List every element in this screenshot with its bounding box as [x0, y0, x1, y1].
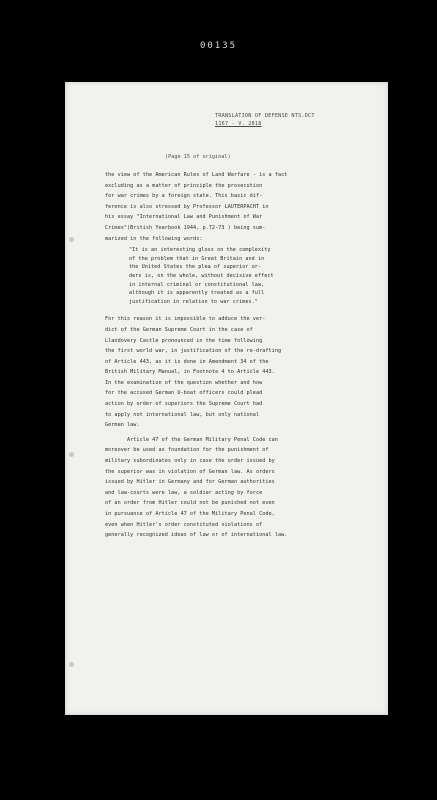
- text-line: Article 47 of the German Military Penal Code can: [127, 436, 278, 443]
- paragraph-3: [105, 435, 375, 541]
- text-line: For this reason it is impossible to adduce the ver-: [105, 316, 266, 323]
- text-line: the view of the American Rules of Land Warfare - is a fact: [105, 172, 288, 178]
- text-line: ference is also stressed by Professor LAUTERPACHT in: [105, 203, 269, 210]
- quote-line: ders is, on the whole, without decisive effect: [129, 272, 274, 279]
- text-line: of an order from Hitler could not be punished not even: [105, 500, 275, 507]
- text-line: his essay "International Law and Punishment of War: [105, 214, 263, 221]
- quote-line: although it is apparently treated as a full: [129, 290, 265, 297]
- quote-line: "It is an interesting gloss on the complexity: [129, 247, 271, 254]
- text-line: German law.: [105, 422, 140, 429]
- punch-hole: [69, 662, 74, 667]
- text-line: British Military Manual, in Footnote 4 to Article 443.: [105, 369, 275, 376]
- document-number: 00135: [199, 41, 238, 51]
- quote-line: justification in relation to war crimes.": [129, 298, 258, 305]
- text-line: the first world war, in justification of the re-drafting: [105, 348, 282, 355]
- block-quote: [105, 246, 375, 306]
- document-page: [65, 82, 388, 715]
- text-line: for the accused German U-boat officers could plead: [105, 390, 263, 397]
- paragraph-1: [105, 170, 375, 244]
- text-line: military subordinates only in case the order issued by: [105, 458, 275, 465]
- header-title: TRANSLATION OF DEFENSE NTS.DCT: [215, 113, 315, 119]
- text-line: generally recognized ideas of law or of international law.: [105, 532, 288, 539]
- punch-hole: [69, 452, 74, 457]
- text-line: and law-courts were law, a soldier acting by force: [105, 489, 263, 496]
- text-line: In the examination of the question whether and how: [105, 379, 263, 386]
- quote-line: in internal criminal or constitutional law,: [129, 281, 265, 288]
- text-line: dict of the German Supreme Court in the case of: [105, 326, 253, 333]
- text-line: in pursuance of Article 47 of the Military Penal Code,: [105, 511, 275, 517]
- text-line: issued by Hitler in Germany and for German authorities: [105, 479, 275, 486]
- punch-holes: [65, 82, 77, 715]
- body-text: [105, 170, 375, 541]
- text-line: Llandovery Castle pronounced in the time following: [105, 337, 263, 344]
- text-line: the superior was in violation of German law. As orders: [105, 468, 275, 475]
- quote-line: of the problem that in Great Britain and in: [129, 255, 265, 262]
- quote-line: the United States the plea of superior or-: [129, 264, 262, 271]
- document-header: [215, 112, 385, 128]
- punch-hole: [69, 237, 74, 242]
- paragraph-2: [105, 314, 375, 431]
- text-line: Crimes"(British Yearbook 1944, p.72-73 ) being sum-: [105, 224, 266, 231]
- text-line: action by order of superiors the Supreme Court had: [105, 401, 263, 408]
- page-note: (Page 15 of original): [165, 154, 231, 160]
- header-reference: 1167 - V. 2818: [215, 121, 262, 127]
- text-line: moreover be used as foundation for the punishment of: [105, 447, 269, 454]
- text-line: to apply not international law, but only national: [105, 411, 260, 418]
- text-line: of Article 443, as it is done in Amendment 34 of the: [105, 358, 269, 365]
- text-line: even when Hitler's order constituted violations of: [105, 521, 263, 528]
- text-line: marized in the following words:: [105, 235, 203, 242]
- text-line: for war crimes by a foreign state. This basic dif-: [105, 193, 263, 200]
- text-line: excluding as a matter of principle the prosecution: [105, 182, 263, 189]
